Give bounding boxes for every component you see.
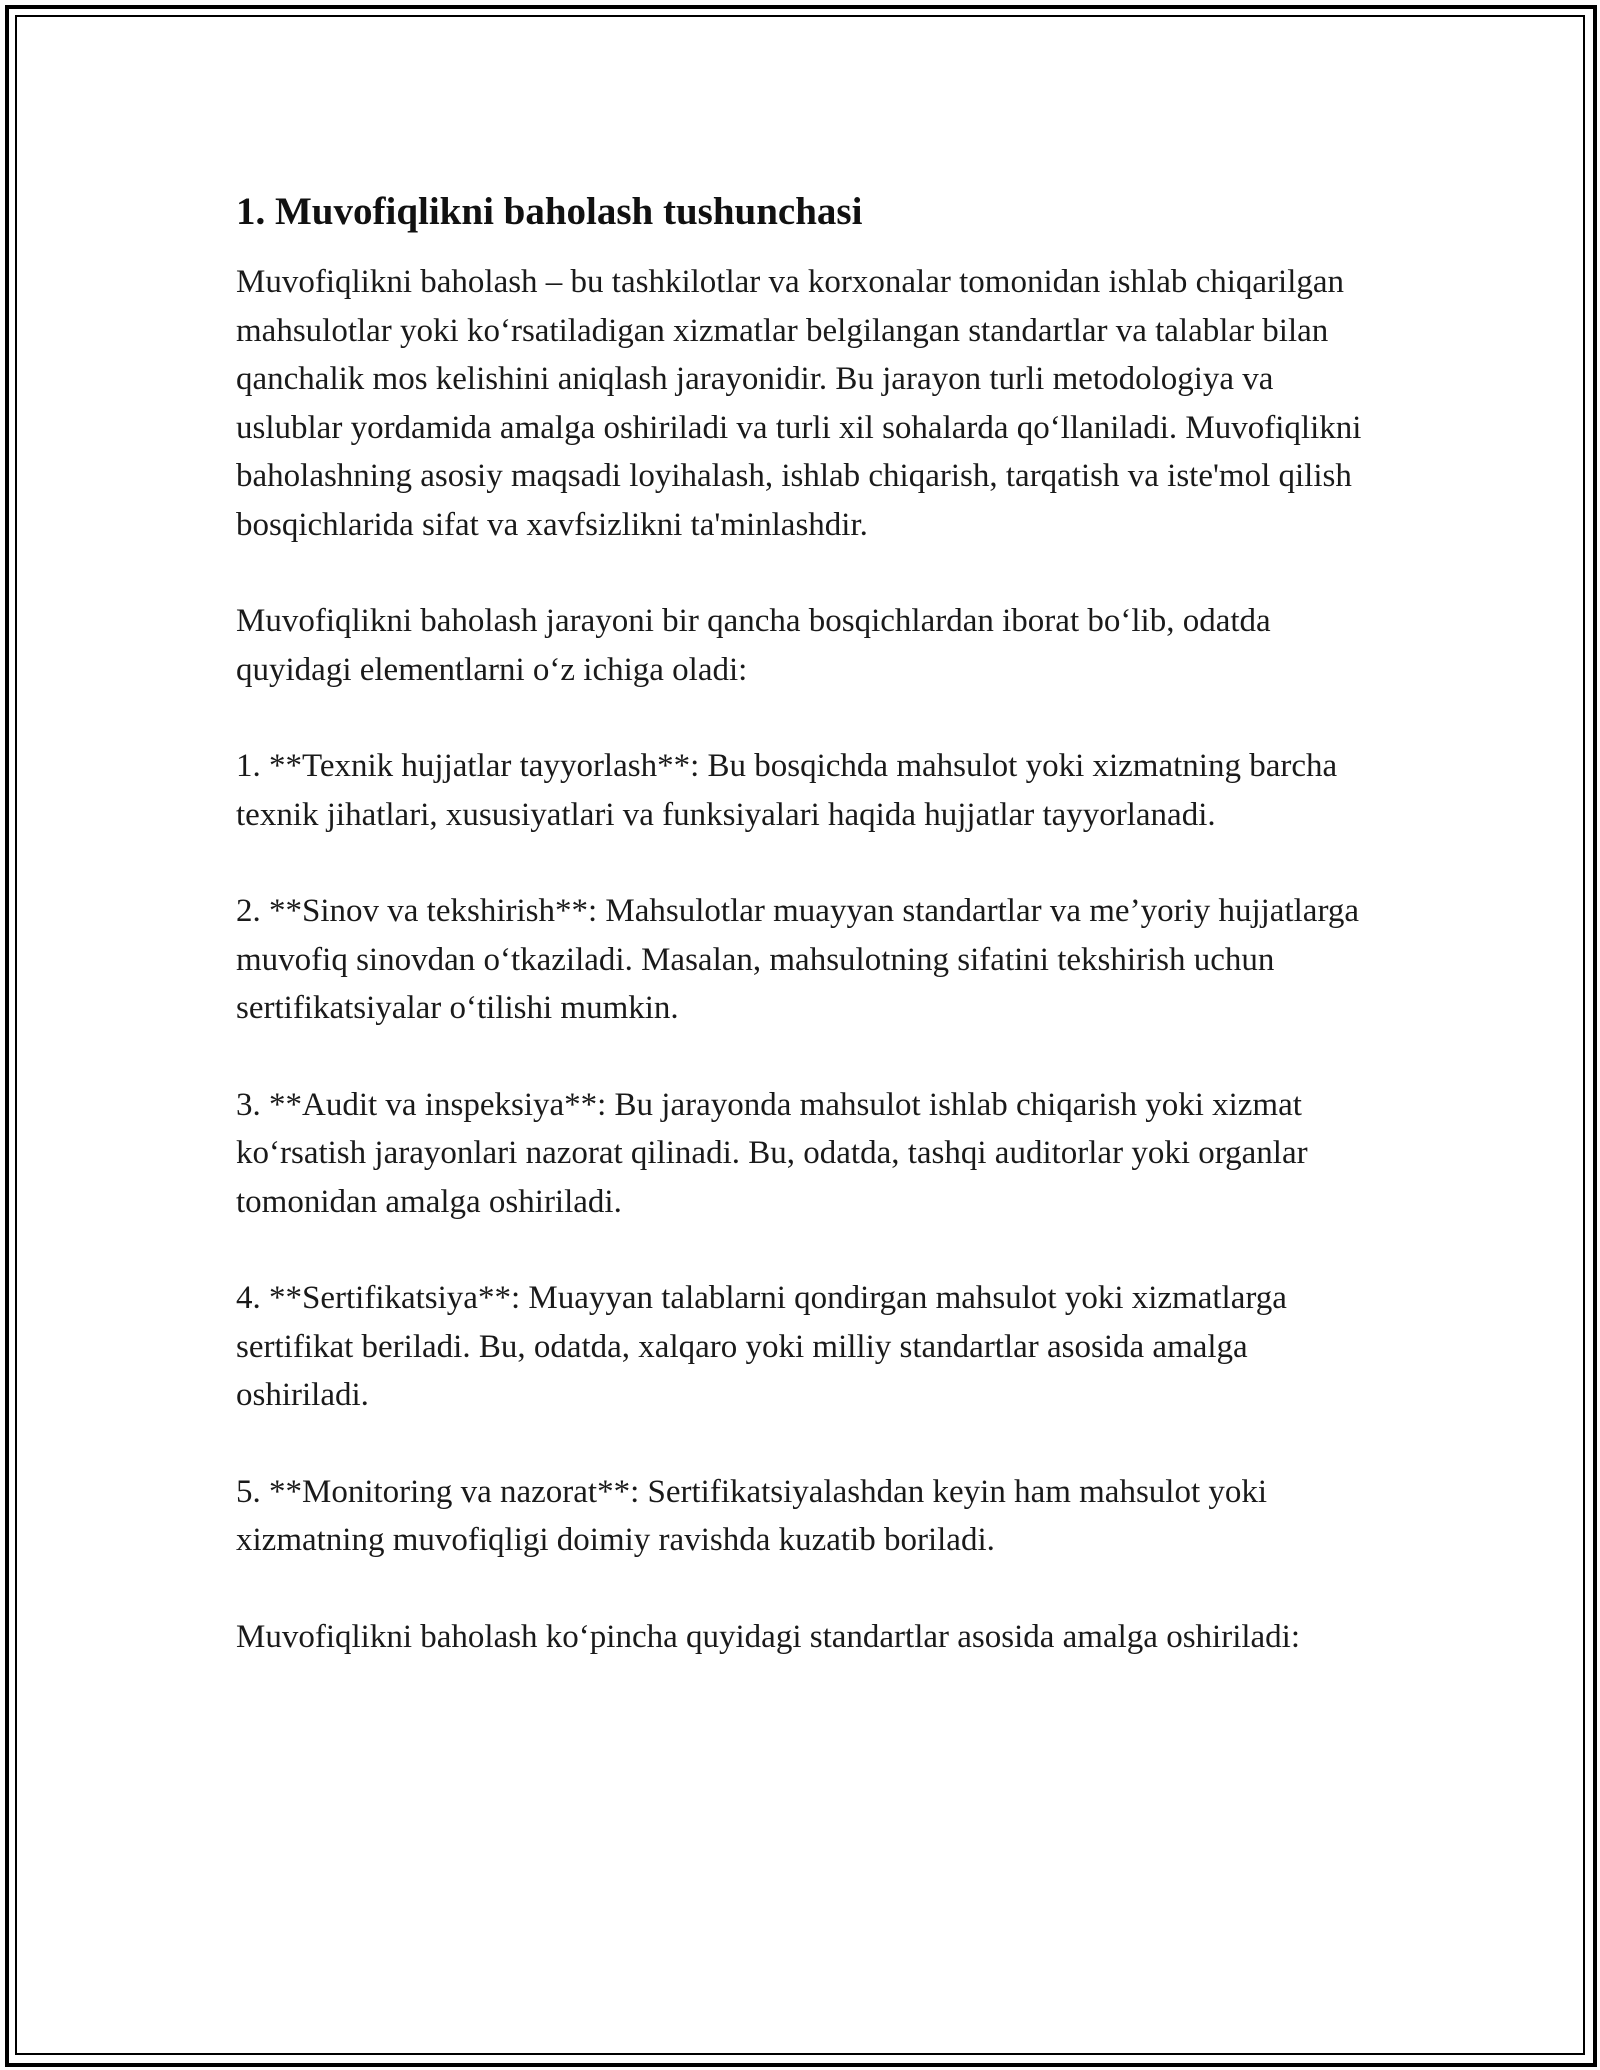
paragraph-stages-intro: Muvofiqlikni baholash jarayoni bir qancha bosqichlardan iborat boʻlib, odatda quyidagi elementlarni oʻz ichiga oladi: [236,603,1271,688]
paragraph-intro: Muvofiqlikni baholash – bu tashkilotlar va korxonalar tomonidan ishlab chiqarilgan mahsulotlar yoki koʻrsatiladigan xizmatlar belgilangan standartlar va talablar bilan qanchalik mos kelishini aniqlash jarayonidir. Bu jarayon turli metodologiya va uslublar yordamida amalga oshiriladi va turli xil sohalarda qoʻllaniladi. Muvofiqlikni baholashning asosiy maqsadi loyihalash, ishlab chiqarish, tarqatish va iste'mol qilish bosqichlarida sifat va xavfsizlikni ta'minlashdir. [236,264,1362,543]
list-item-1: 1. **Texnik hujjatlar tayyorlash**: Bu bosqichda mahsulot yoki xizmatning barcha texnik jihatlari, xususiyatlari va funksiyalari haqida hujjatlar tayyorlanadi. [236,748,1338,833]
list-item-3: 3. **Audit va inspeksiya**: Bu jarayonda mahsulot ishlab chiqarish yoki xizmat koʻrsatish jarayonlari nazorat qilinadi. Bu, odatda, tashqi auditorlar yoki organlar tomonidan amalga oshiriladi. [236,1086,1308,1220]
list-item-4: 4. **Sertifikatsiya**: Muayyan talablarni qondirgan mahsulot yoki xizmatlarga sertifikat beriladi. Bu, odatda, xalqaro yoki milliy standartlar asosida amalga oshiriladi. [236,1280,1287,1413]
paragraph-standards-intro: Muvofiqlikni baholash koʻpincha quyidagi standartlar asosida amalga oshiriladi: [236,1618,1301,1655]
section-heading: 1. Muvofiqlikni baholash tushunchasi [236,190,863,233]
document-body [236,186,1376,1709]
list-item-5: 5. **Monitoring va nazorat**: Sertifikatsiyalashdan keyin ham mahsulot yoki xizmatning muvofiqligi doimiy ravishda kuzatib boriladi. [236,1473,1268,1558]
list-item-2: 2. **Sinov va tekshirish**: Mahsulotlar muayyan standartlar va me’yoriy hujjatlarga muvofiq sinovdan oʻtkaziladi. Masalan, mahsulotning sifatini tekshirish uchun sertifikatsiyalar oʻtilishi mumkin. [236,893,1359,1026]
